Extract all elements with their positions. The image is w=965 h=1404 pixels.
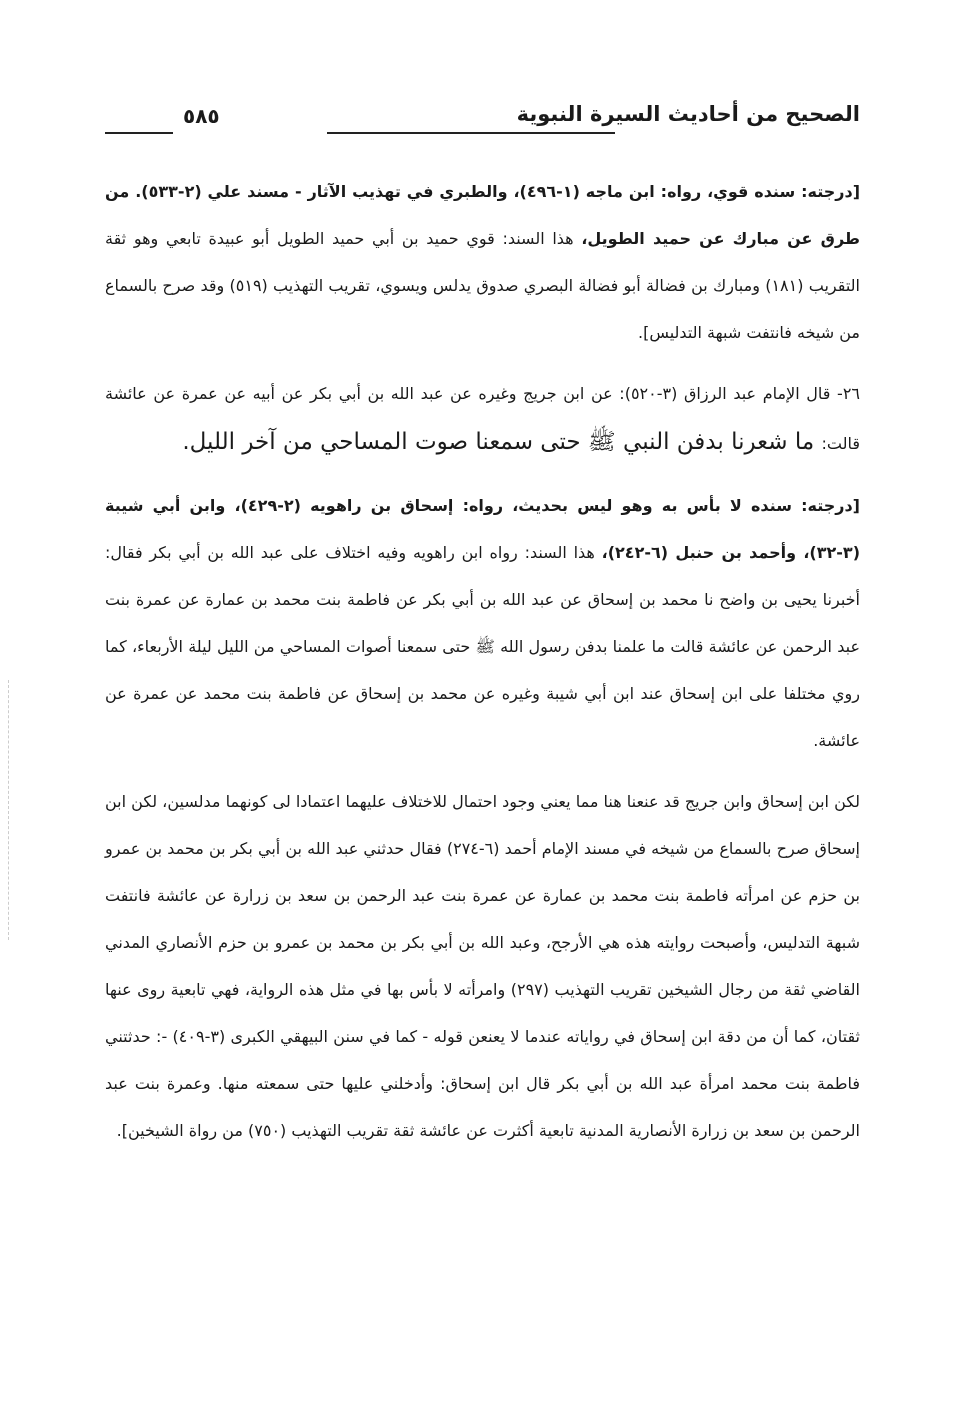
grading-1-lead: [درجته: سنده قوي، رواه: ابن ماجه (١-٤٩٦)، والطبري في تهذيب الآثار - مسند علي (٢-٥٣٣). من طرق عن مبارك عن حميد الطويل، [105,182,861,248]
page-number: ٥٨٥ [183,104,220,128]
grading-paragraph-1 [105,168,860,356]
discussion-paragraph: لكن ابن إسحاق وابن جريج قد عنعنا هنا مما يعني وجود احتمال للاختلاف عليهما اعتمادا لى كونهما مدلسين، لكن ابن إسحاق صرح بالسماع من شيخه في مسند الإمام أحمد (٦-٢٧٤) فقال حدثني عبد الله بن أبي بكر بن محمد بن عمرو بن حزم عن امرأته فاطمة بنت محمد بن عمارة عن عمرة بنت عبد الرحمن بن سعد بن زرارة عن عائشة فانتفت شبهة التدليس، وأصبحت روايته هذه هي الأرجح، وعبد الله بن أبي بكر بن محمد بن عمرو بن حزم الأنصاري المدني القاضي ثقة من رجال الشيخين تقريب التهذيب (٢٩٧) وامرأته لا بأس بها في مثل هذه الرواية، فهي تابعية روى عنها ثقتان، كما أن من دقة ابن إسحاق في رواياته عندما لا يعنعن قوله - كما في سنن البيهقي الكبرى (٣-٤٠٩) -: حدثتني فاطمة بنت محمد امرأة عبد الله بن أبي بكر قال ابن إسحاق: وأدخلني عليها حتى سمعته منها. وعمرة بنت عبد الرحمن بن سعد بن زرارة الأنصارية المدنية تابعية أكثرت عن عائشة ثقة تقريب التهذيب (٧٥٠) من رواة الشيخين]. [105,792,861,1140]
header-rule-left [105,132,173,134]
grading-paragraph-2 [105,482,860,764]
grading-2-body: هذا السند: رواه ابن راهويه وفيه اختلاف على عبد الله بن أبي بكر فقال: أخبرنا يحيى بن واضح نا محمد بن إسحاق عن عبد الله بن أبي بكر عن فاطمة بنت محمد بن عمارة عن عمرة بنت عبد الرحمن عن عائشة قالت ما علمنا بدفن رسول الله ﷺ حتى سمعنا أصوات المساحي من الليل ليلة الأربعاء، كما روي مختلفا على ابن إسحاق عند ابن أبي شيبة وغيره عن محمد بن إسحاق عن فاطمة بنت محمد عن عمرة عن عائشة. [105,543,860,750]
grading-2-lead: [درجته: سنده لا بأس به وهو ليس بحديث، رواه: إسحاق بن راهويه (٢-٤٢٩)، وابن أبي شيبة (٣-٣٢)، وأحمد بن حنبل (٦-٢٤٢)، [105,496,860,562]
hadith-26-matn: ما شعرنا بدفن النبي ﷺ حتى سمعنا صوت المساحي من آخر الليل. [182,429,822,455]
running-header [105,100,860,140]
grading-1-body: هذا السند: قوي حميد بن أبي حميد الطويل أبو عبيدة تابعي وهو ثقة التقريب (١٨١) ومبارك بن فضالة أبو فضالة البصري صدوق يدلس ويسوي، تقريب التهذيب (٥١٩) وقد صرح بالسماع من شيخه فانتفت شبهة التدليس]. [105,229,860,342]
scan-edge-mark [8,680,11,940]
page-body [105,168,860,1168]
hadith-26-isnad: ٢٦- قال الإمام عبد الرزاق (٣-٥٢٠): عن ابن جريج وغيره عن عبد الله بن أبي بكر عن أبيه عن عمرة عن عائشة قالت: [105,384,861,453]
hadith-26 [105,370,860,468]
header-rule-right [327,132,615,134]
book-title: الصحيح من أحاديث السيرة النبوية [516,102,860,126]
